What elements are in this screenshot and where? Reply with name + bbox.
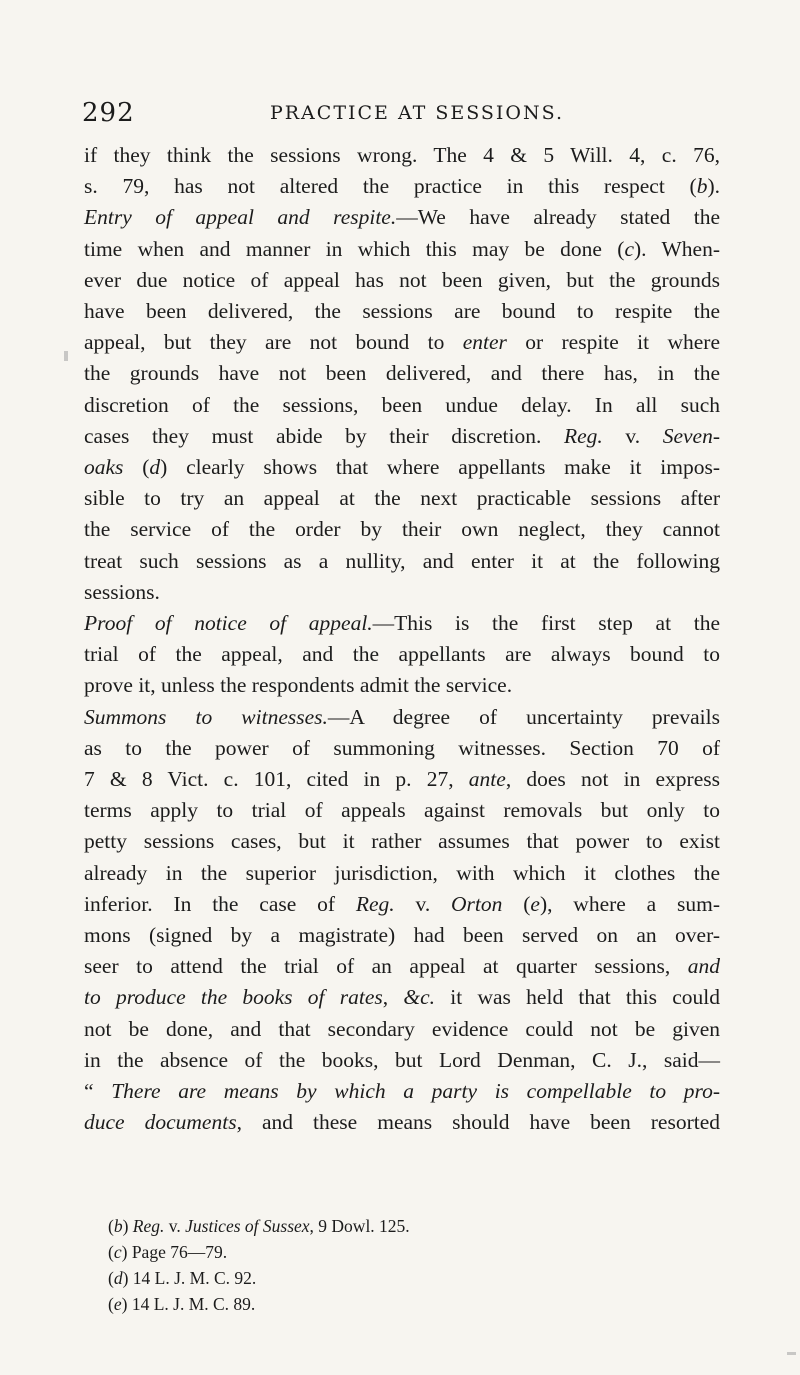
text-segment: and bbox=[687, 954, 720, 979]
text-line bbox=[84, 202, 720, 233]
text-segment: —A degree of uncertainty prevails bbox=[327, 704, 720, 729]
text-line bbox=[84, 577, 720, 608]
text-line bbox=[84, 514, 720, 545]
text-segment: ). bbox=[707, 174, 720, 199]
text-segment: Orton bbox=[451, 891, 503, 916]
footnote-segment: 14 L. J. M. C. 92. bbox=[132, 1268, 257, 1288]
text-segment: v. bbox=[602, 423, 663, 448]
text-segment: inferior. In the case of bbox=[84, 891, 356, 916]
stray-mark bbox=[64, 351, 68, 361]
footnote bbox=[108, 1265, 708, 1291]
text-segment: Summons to witnesses. bbox=[84, 704, 328, 729]
text-line bbox=[84, 982, 720, 1013]
text-segment: in the absence of the books, but Lord Denman, C. J., said— bbox=[84, 1047, 720, 1072]
footnote-segment: v. bbox=[164, 1216, 186, 1236]
text-segment: duce documents bbox=[84, 1110, 237, 1135]
text-line bbox=[84, 1076, 720, 1107]
text-segment: ) clearly shows that where appellants make it impos- bbox=[160, 455, 720, 480]
text-segment: &c. bbox=[403, 985, 436, 1010]
text-segment: , and these means should have been resorted bbox=[236, 1110, 720, 1135]
text-line bbox=[84, 421, 720, 452]
running-head: PRACTICE AT SESSIONS. bbox=[269, 102, 565, 124]
text-segment: Proof of notice of appeal. bbox=[84, 611, 373, 636]
body-lines bbox=[84, 140, 720, 1139]
text-segment: treat such sessions as a nullity, and enter it at the following bbox=[84, 548, 720, 573]
text-line bbox=[84, 171, 720, 202]
text-line bbox=[84, 733, 720, 764]
text-segment: sible to try an appeal at the next practicable sessions after bbox=[84, 486, 720, 511]
text-segment: seer to attend the trial of an appeal at quarter sessions, bbox=[84, 954, 688, 979]
footnote-segment: 14 L. J. M. C. 89. bbox=[131, 1294, 256, 1314]
footnote-segment: Page 76—79. bbox=[131, 1242, 228, 1262]
text-segment: ( bbox=[502, 891, 531, 916]
text-segment: , does not in express bbox=[505, 767, 720, 792]
text-segment: Entry of appeal and respite. bbox=[84, 205, 397, 230]
text-segment: as to the power of summoning witnesses. Section 70 of bbox=[84, 735, 720, 760]
footnote-segment: ) bbox=[121, 1242, 132, 1262]
text-segment: c bbox=[624, 236, 634, 261]
text-line bbox=[84, 795, 720, 826]
text-line bbox=[84, 234, 720, 265]
footnotes bbox=[108, 1213, 708, 1317]
text-line bbox=[84, 608, 720, 639]
page-number: 292 bbox=[82, 98, 135, 128]
text-segment: “ bbox=[84, 1079, 112, 1104]
footnote bbox=[108, 1213, 708, 1239]
text-segment: if they think the sessions wrong. The 4 & 5 Will. 4, c. 76, bbox=[84, 143, 720, 167]
footnote-list bbox=[108, 1213, 708, 1317]
footnote bbox=[108, 1291, 708, 1317]
footnote-segment: c bbox=[113, 1242, 122, 1262]
text-line bbox=[84, 858, 720, 889]
text-segment: s. 79, has not altered the practice in this respect ( bbox=[84, 174, 697, 199]
text-segment: discretion of the sessions, been undue delay. In all such bbox=[84, 392, 720, 417]
text-segment: prove it, unless the respondents admit the service. bbox=[84, 673, 513, 698]
text-segment: ante bbox=[468, 767, 506, 792]
page-header bbox=[82, 98, 722, 138]
text-line bbox=[84, 390, 720, 421]
footnote-segment: ( bbox=[108, 1294, 114, 1314]
body-text bbox=[84, 140, 720, 1139]
text-segment: Reg. bbox=[563, 423, 603, 448]
text-segment: ), where a sum- bbox=[539, 891, 720, 916]
text-segment: v. bbox=[394, 891, 452, 916]
footnote-segment: e bbox=[113, 1294, 122, 1314]
text-line bbox=[84, 1107, 720, 1138]
footnote-segment: Reg. bbox=[132, 1216, 165, 1236]
text-segment: terms apply to trial of appeals against removals but only to bbox=[84, 798, 720, 823]
text-segment: the grounds have not been delivered, and there has, in the bbox=[84, 361, 720, 386]
text-segment: 7 & 8 Vict. c. 101, cited in p. 27, bbox=[84, 767, 469, 792]
text-line bbox=[84, 951, 720, 982]
text-line bbox=[84, 1045, 720, 1076]
footnote-segment: b bbox=[113, 1216, 123, 1236]
text-segment: —This is the first step at the bbox=[372, 611, 720, 636]
text-segment: time when and manner in which this may be done ( bbox=[84, 236, 625, 261]
text-line bbox=[84, 826, 720, 857]
text-segment: to produce the books of rates bbox=[84, 985, 383, 1010]
text-segment: it was held that this could bbox=[435, 985, 720, 1010]
text-line bbox=[84, 483, 720, 514]
footnote-segment: ( bbox=[108, 1242, 114, 1262]
text-segment: trial of the appeal, and the appellants are always bound to bbox=[84, 642, 720, 667]
text-segment: or respite it where bbox=[506, 330, 720, 355]
text-line bbox=[84, 452, 720, 483]
footnote-segment: ( bbox=[108, 1216, 114, 1236]
text-segment: Seven- bbox=[662, 423, 720, 448]
text-segment: have been delivered, the sessions are bound to respite the bbox=[84, 299, 720, 324]
text-segment: not be done, and that secondary evidence could not be given bbox=[84, 1016, 720, 1041]
text-segment: enter bbox=[462, 330, 507, 355]
footnote-segment: , 9 Dowl. 125. bbox=[309, 1216, 410, 1236]
text-line bbox=[84, 327, 720, 358]
text-segment: d bbox=[149, 455, 161, 480]
text-segment: e bbox=[530, 891, 540, 916]
text-segment: b bbox=[696, 174, 708, 199]
text-line bbox=[84, 920, 720, 951]
text-line bbox=[84, 764, 720, 795]
text-segment: , bbox=[382, 985, 404, 1010]
text-segment: appeal, but they are not bound to bbox=[84, 330, 463, 355]
text-line bbox=[84, 1014, 720, 1045]
text-segment: ever due notice of appeal has not been given, but the grounds bbox=[84, 267, 720, 292]
text-line bbox=[84, 889, 720, 920]
text-segment: petty sessions cases, but it rather assumes that power to exist bbox=[84, 829, 720, 854]
text-line bbox=[84, 639, 720, 670]
text-line bbox=[84, 296, 720, 327]
footnote-segment: ) bbox=[121, 1294, 132, 1314]
footnote-segment: ( bbox=[108, 1268, 114, 1288]
footnote-segment: ) bbox=[122, 1216, 133, 1236]
text-segment: cases they must abide by their discretion. bbox=[84, 423, 564, 448]
text-line bbox=[84, 358, 720, 389]
text-line bbox=[84, 546, 720, 577]
text-line bbox=[84, 702, 720, 733]
text-segment: ( bbox=[123, 455, 150, 480]
text-segment: sessions. bbox=[84, 579, 160, 604]
text-line bbox=[84, 265, 720, 296]
footnote bbox=[108, 1239, 708, 1265]
footnote-segment: Justices of Sussex bbox=[185, 1216, 310, 1236]
text-segment: the service of the order by their own neglect, they cannot bbox=[84, 517, 720, 542]
footnote-segment: ) bbox=[122, 1268, 133, 1288]
text-segment: ). When- bbox=[633, 236, 720, 261]
text-segment: —We have already stated the bbox=[396, 205, 720, 230]
text-segment: oaks bbox=[84, 455, 124, 480]
text-segment: There are means by which a party is compellable to pro- bbox=[111, 1079, 721, 1104]
footnote-segment: d bbox=[113, 1268, 123, 1288]
text-line bbox=[84, 140, 720, 171]
text-segment: Reg. bbox=[355, 891, 395, 916]
stray-mark-bottom bbox=[787, 1352, 796, 1355]
text-segment: already in the superior jurisdiction, with which it clothes the bbox=[84, 860, 720, 885]
text-segment: mons (signed by a magistrate) had been served on an over- bbox=[84, 923, 720, 948]
text-line bbox=[84, 670, 720, 701]
